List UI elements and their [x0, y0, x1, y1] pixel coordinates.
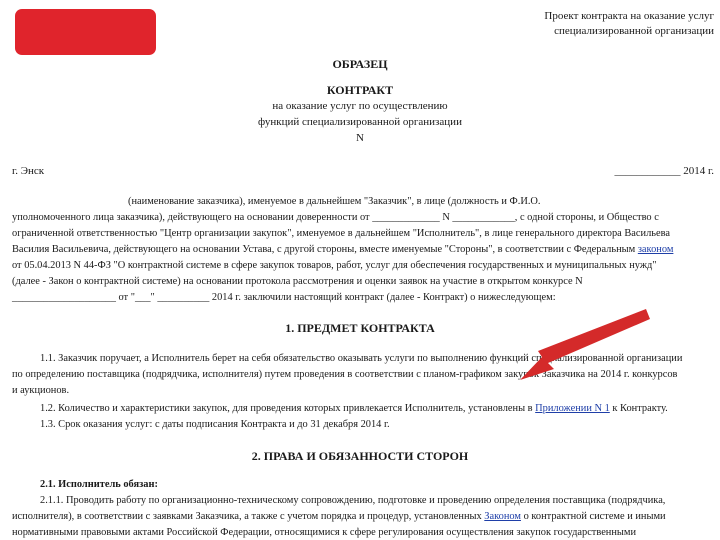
city: г. Энск [12, 165, 45, 177]
section-1-title: 1. ПРЕДМЕТ КОНТРАКТА [285, 321, 435, 335]
preamble-line: (далее - Закон о контрактной системе) на основании протокола рассмотрения и оценки заявок на участие в открытом конкурсе N [12, 276, 583, 287]
arrow-pointer-icon [520, 305, 650, 385]
section-1-line: 1.3. Срок оказания услуг: с даты подписания Контракта и до 31 декабря 2014 г. [40, 419, 390, 430]
section-1-line: 1.1. Заказчик поручает, а Исполнитель берет на себя обязательство оказывать услуги по выполнению функций специализированной организации [40, 353, 683, 364]
preamble-line: ограниченной ответственностью "Центр организации закупок", именуемое в дальнейшем "Исполнитель", в лице генерального директора Васильева [12, 228, 670, 239]
section-1-line-with-link [40, 402, 668, 415]
date-line: ____________ 2014 г. [614, 165, 714, 177]
section-2-text: исполнителя), в соответствии с заявками Заказчика, а также с учетом порядка и процедур, установленных [12, 511, 482, 522]
section-1-line: и аукционов. [12, 385, 70, 396]
section-2-line-with-link [12, 510, 666, 523]
law-link-2[interactable]: Законом [484, 511, 521, 522]
project-note-line-1: Проект контракта на оказание услуг [544, 10, 714, 22]
appendix-link[interactable]: Приложении N 1 [535, 403, 610, 414]
section-2-line: 2.1.1. Проводить работу по организационно-техническому сопровождению, подготовке и проведению определения поставщика (подрядчика, [40, 495, 666, 506]
contract-title: КОНТРАКТ [326, 83, 394, 97]
contract-subtitle-2: функций специализированной организации [258, 116, 462, 128]
section-1-text: 1.2. Количество и характеристики закупок, для проведения которых привлекается Исполнитель, установлены в [40, 403, 533, 414]
preamble-line: ____________________ от "___" __________ 2014 г. заключили настоящий контракт (далее - Контракт) о нижеследующем: [12, 292, 556, 303]
preamble-line: уполномоченного лица заказчика), действующего на основании доверенности от _____________ N ____________, с одной стороны, и Общество с [12, 212, 659, 223]
section-2-title: 2. ПРАВА И ОБЯЗАННОСТИ СТОРОН [251, 449, 469, 463]
section-2-line: нормативными правовыми актами Российской Федерации, относящимися к сфере регулирования осуществления закупок государственными [12, 527, 637, 538]
red-highlight-box [15, 9, 156, 55]
project-note-line-2: специализированной организации [554, 25, 714, 37]
sample-heading: ОБРАЗЕЦ [332, 57, 388, 71]
preamble-line-with-link [12, 243, 673, 256]
section-2-subtitle: 2.1. Исполнитель обязан: [40, 479, 158, 490]
section-1-text: к Контракту. [612, 403, 668, 414]
preamble-text: Василия Васильевича, действующего на основании Устава, с другой стороны, вместе именуемые "Стороны", в соответствии с Федеральным [12, 244, 636, 255]
contract-number: N [356, 132, 364, 144]
preamble-line: от 05.04.2013 N 44-ФЗ "О контрактной системе в сфере закупок товаров, работ, услуг для обеспечения государственных и муниципальных нужд" [12, 260, 657, 271]
preamble-line: (наименование заказчика), именуемое в дальнейшем "Заказчик", в лице (должность и Ф.И.О. [128, 196, 541, 207]
section-2-text: о контрактной системе и иными [523, 511, 666, 522]
section-1-line: по определению поставщика (подрядчика, исполнителя) путем проведения в соответствии с планом-графиком закупок Заказчика на 2014 г. конкурсов [12, 369, 678, 380]
contract-subtitle-1: на оказание услуг по осуществлению [272, 100, 448, 112]
law-link[interactable]: законом [637, 244, 674, 255]
